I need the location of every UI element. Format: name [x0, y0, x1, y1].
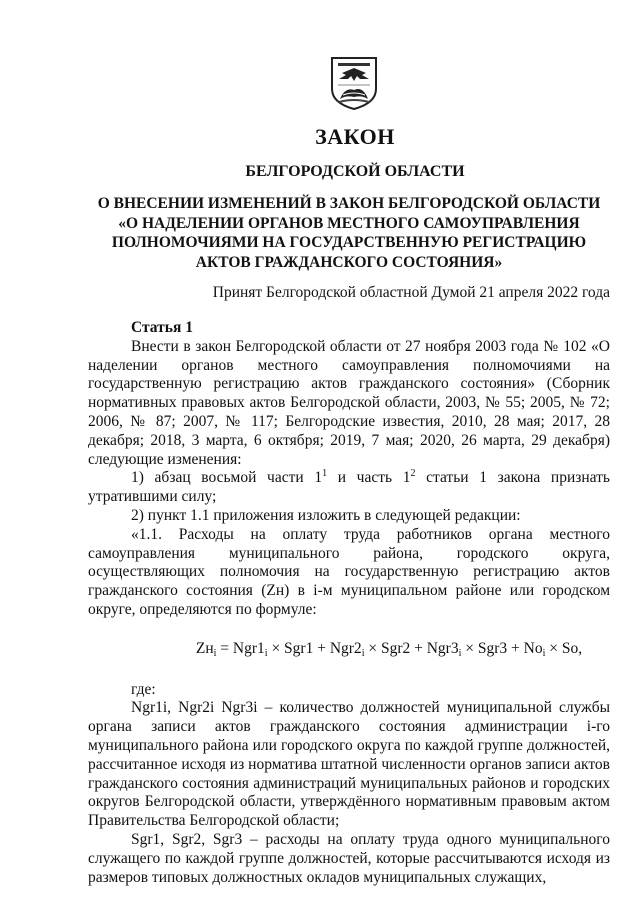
formula-part: × Sgr1 + Ngr2	[267, 639, 362, 657]
region-heading: БЕЛГОРОДСКОЙ ОБЛАСТИ	[245, 163, 465, 180]
where-label: где:	[131, 680, 156, 698]
item-1-sup-2: 2	[410, 468, 416, 480]
formula-sub: i	[542, 647, 546, 659]
item-1-text-b: и часть 1	[327, 469, 411, 487]
formula-part: = Ngr1	[216, 639, 265, 657]
title-line: ПОЛНОМОЧИЯМИ НА ГОСУДАРСТВЕННУЮ РЕГИСТРАЦИЮ	[111, 234, 587, 251]
item-1-sup-1: 1	[322, 468, 328, 480]
formula-sub: i	[213, 647, 217, 659]
adoption-note: Принят Белгородской областной Думой 21 апреля 2022 года	[212, 284, 610, 301]
formula-part: × Sgr2 + Ngr3	[364, 639, 459, 657]
item-1-text-a: 1) абзац восьмой части 1	[131, 469, 323, 487]
article-intro: Внести в закон Белгородской области от 27 ноября 2003 года № 102 «О наделении органов местного самоуправления полномочиями на государственную регистрацию актов гражданского состояния» (Сборник нормативных правовых актов Белгородской области, 2003, № 55; 2005, № 72; 2006, № 87; 2007, № 117; Белгородские известия, 2010, 28 мая; 2017, 28 декабря; 2018, 3 марта, 6 октября; 2019, 7 мая; 2020, 26 марта, 29 декабря) следующие изменения:	[88, 337, 610, 468]
formula-part: × Sgr3 + No	[461, 639, 543, 657]
clause-1-1: «1.1. Расходы на оплату труда работников органа местного самоуправления муниципального района, городского округа, осуществляющих полномочия на государственную регистрацию актов гражданского состояния (Zн) в i-м муниципальном районе или городском округе, определяются по формуле:	[88, 525, 610, 618]
title-line: АКТОВ ГРАЖДАНСКОГО СОСТОЯНИЯ»	[195, 253, 503, 271]
title-line: О ВНЕСЕНИИ ИЗМЕНЕНИЙ В ЗАКОН БЕЛГОРОДСКОЙ ОБЛАСТИ	[97, 195, 601, 212]
coat-of-arms-icon	[329, 55, 379, 111]
formula	[88, 640, 610, 659]
title-line: «О НАДЕЛЕНИИ ОРГАНОВ МЕСТНОГО САМОУПРАВЛЕНИЯ	[118, 214, 580, 232]
formula-sub: i	[361, 647, 365, 659]
formula-z: Zн	[195, 639, 214, 657]
formula-part: × So,	[545, 639, 583, 657]
item-2: 2) пункт 1.1 приложения изложить в следующей редакции:	[131, 506, 521, 524]
definition-sgr: Sgr1, Sgr2, Sgr3 – расходы на оплату труда одного муниципального служащего по каждой группе должностей, которые рассчитываются исходя из размеров типовых должностных окладов муниципальных служащих,	[88, 830, 610, 886]
article-heading: Статья 1	[131, 319, 193, 336]
item-1-text-c: статьи 1 закона признать утратившими силу;	[88, 469, 610, 506]
item-1	[88, 469, 610, 507]
definition-ngr: Ngr1i, Ngr2i Ngr3i – количество должностей муниципальной службы органа записи актов гражданского состояния администрации i-го муниципального района или городского округа по каждой группе должностей, рассчитанное исходя из норматива штатной численности органов записи актов гражданского состояния администраций муниципальных районов и городских округов Белгородской области, утверждённого нормативным правовым актом Правительства Белгородской области;	[88, 699, 610, 830]
formula-sub: i	[264, 647, 268, 659]
law-heading: ЗАКОН	[315, 124, 395, 149]
article-body	[88, 319, 610, 887]
formula-sub: i	[458, 647, 462, 659]
law-title	[88, 194, 610, 272]
